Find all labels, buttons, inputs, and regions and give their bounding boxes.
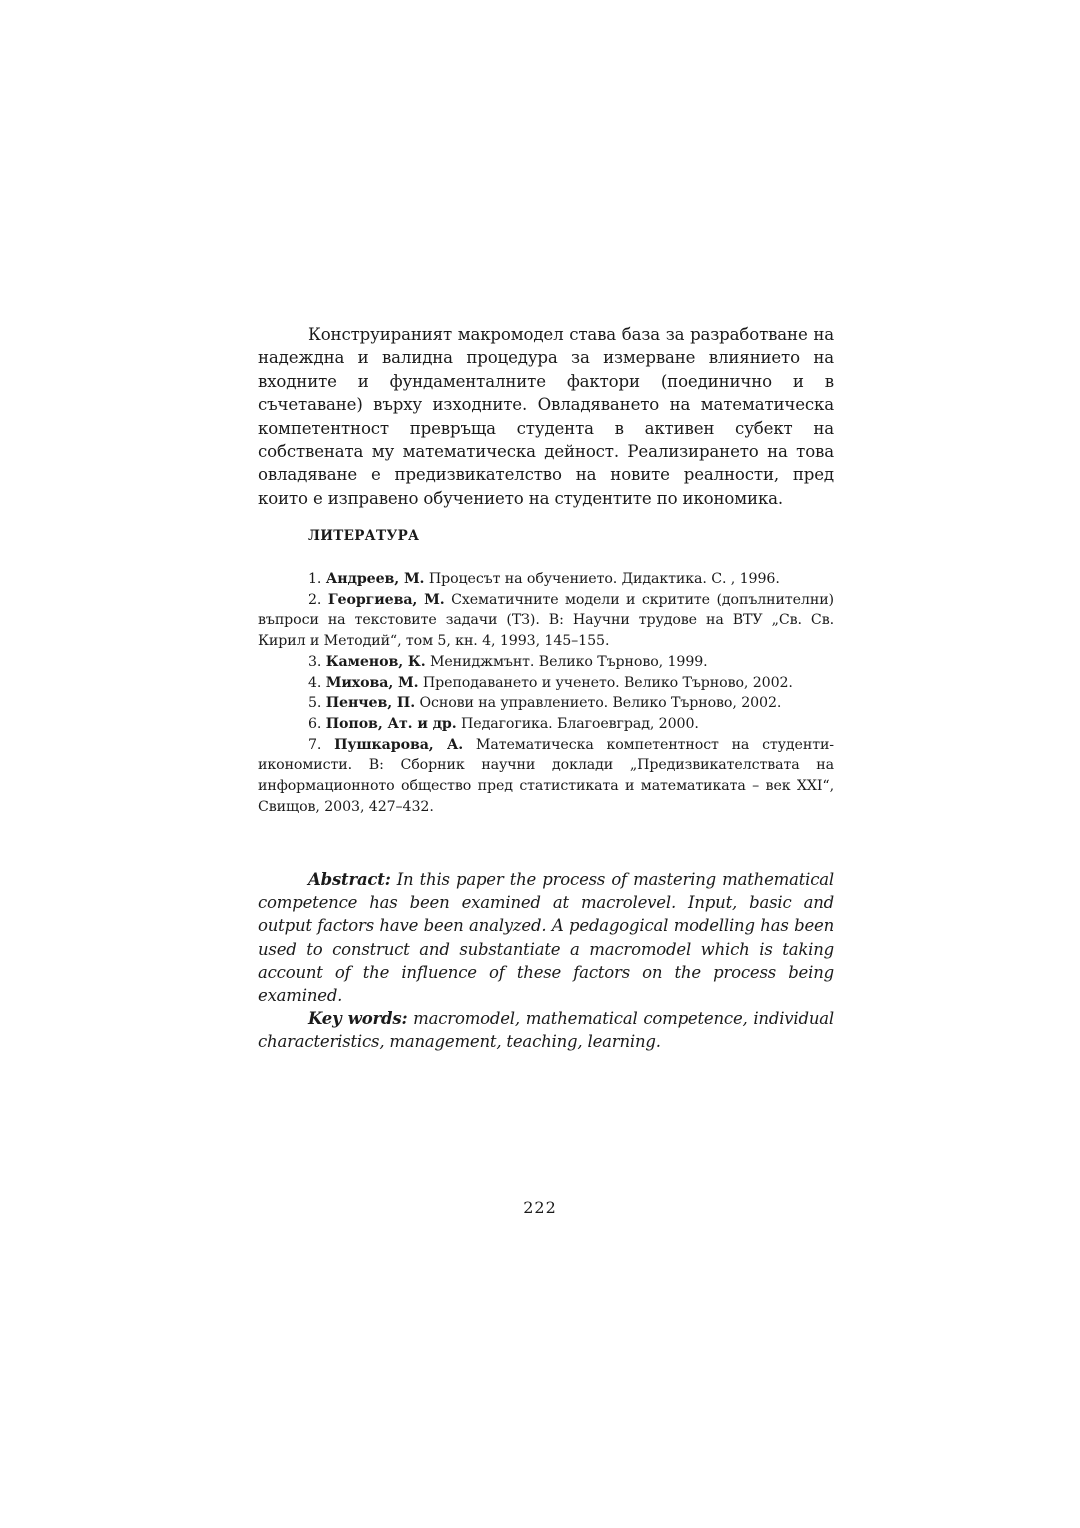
reference-text: Преподаването и ученето. Велико Търново, 2002. bbox=[418, 674, 793, 691]
reference-text: Математическа компетентност на студенти-икономисти. В: Сборник научни доклади „Предизвикателствата на информационното общество пред статистиката и математиката – век XXI“, Свищов, 2003, 427–432. bbox=[258, 736, 834, 815]
reference-text: Процесът на обучението. Дидактика. С. , 1996. bbox=[424, 571, 780, 587]
abstract-paragraph bbox=[258, 868, 834, 1007]
body-paragraph: Конструираният макромодел става база за разработване на надеждна и валидна процедура за измерване влиянието на входните и фундаменталните фактори (поединично и в съчетаване) върху изходните. Овладяването на математическа компетентност превръща студента в активен субект на собствената му математическа дейност. Реализирането на това овладяване е предизвикателство на новите реалности, пред които е изправено обучението на студентите по икономика. bbox=[258, 325, 834, 508]
abstract-text: In this paper the process of mastering mathematical competence has been examined at macrolevel. Input, basic and output factors have been analyzed. A pedagogical modelling has been used to construct and substantiate a macromodel which is taking account of the influence of these factors on the process being examined. bbox=[258, 870, 834, 1006]
reference-number: 3. bbox=[308, 653, 326, 670]
reference-number: 2. bbox=[308, 591, 328, 608]
reference-author: Каменов, К. bbox=[325, 653, 426, 670]
reference-number: 1. bbox=[308, 571, 326, 587]
reference-item bbox=[258, 569, 834, 590]
reference-number: 5. bbox=[308, 695, 326, 712]
keywords-paragraph bbox=[258, 1007, 834, 1053]
reference-item bbox=[258, 714, 834, 735]
abstract-section bbox=[258, 868, 834, 1054]
reference-item bbox=[258, 652, 834, 673]
reference-number: 7. bbox=[308, 736, 335, 753]
references-heading: ЛИТЕРАТУРА bbox=[308, 528, 420, 544]
abstract-label: Abstract: bbox=[308, 870, 391, 889]
reference-item bbox=[258, 673, 834, 694]
reference-text: Основи на управлението. Велико Търново, 2002. bbox=[415, 695, 782, 712]
reference-author: Пушкарова, А. bbox=[334, 736, 464, 753]
reference-text: Педагогика. Благоевград, 2000. bbox=[456, 715, 699, 732]
reference-item bbox=[258, 590, 834, 652]
references-list bbox=[258, 569, 834, 817]
reference-text: Мениджмънт. Велико Търново, 1999. bbox=[425, 653, 708, 670]
reference-author: Попов, Ат. и др. bbox=[325, 715, 457, 732]
reference-text: Схематичните модели и скритите (допълнителни) въпроси на текстовите задачи (ТЗ). В: Научни трудове на ВТУ „Св. Св. Кирил и Методий“, том 5, кн. 4, 1993, 145–155. bbox=[258, 591, 834, 650]
reference-number: 6. bbox=[308, 715, 326, 732]
reference-number: 4. bbox=[308, 674, 326, 691]
reference-author: Андреев, М. bbox=[325, 571, 425, 587]
reference-author: Георгиева, М. bbox=[327, 591, 445, 608]
reference-item bbox=[258, 735, 834, 818]
reference-author: Пенчев, П. bbox=[325, 695, 416, 712]
page-number: 222 bbox=[523, 1198, 557, 1217]
reference-item bbox=[258, 693, 834, 714]
reference-author: Михова, М. bbox=[325, 674, 419, 691]
keywords-text: macromodel, mathematical competence, individual characteristics, management, teaching, learning. bbox=[258, 1009, 834, 1052]
keywords-label: Key words: bbox=[308, 1009, 408, 1029]
